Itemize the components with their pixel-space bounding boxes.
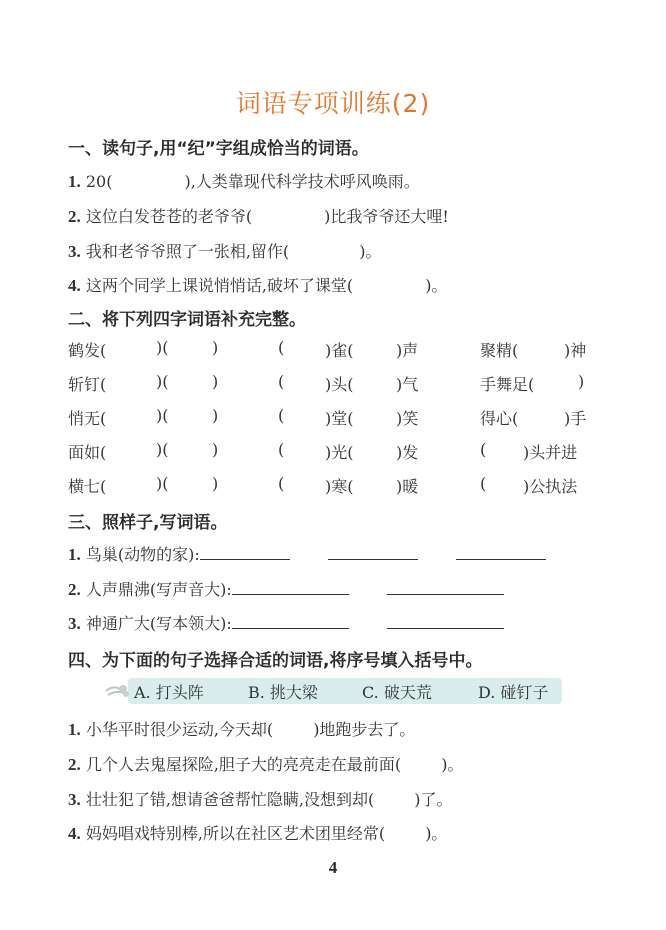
item-text: 鸟巢(动物的家): bbox=[85, 545, 200, 564]
idiom-part: 鹤发( bbox=[68, 341, 107, 360]
idiom-part: ( bbox=[480, 440, 487, 459]
item-number: 1. bbox=[68, 720, 81, 739]
answer-line[interactable] bbox=[232, 614, 349, 629]
idiom-part: )( bbox=[156, 338, 169, 357]
answer-line[interactable] bbox=[387, 614, 504, 629]
item-number: 2. bbox=[68, 755, 81, 774]
idiom-row-5 bbox=[68, 474, 598, 498]
answer-line[interactable] bbox=[232, 580, 349, 595]
item-number: 3. bbox=[68, 242, 81, 261]
s1-item-2 bbox=[68, 204, 449, 227]
idiom-part: 手舞足( bbox=[480, 375, 535, 394]
item-text-before: 小华平时很少运动,今天却( bbox=[85, 720, 274, 739]
idiom-part: )声 bbox=[396, 341, 419, 360]
item-text-after: ),人类靠现代科学技术呼风唤雨。 bbox=[184, 172, 420, 191]
item-text: 人声鼎沸(写声音大): bbox=[85, 580, 232, 599]
item-text-after: )地跑步去了。 bbox=[313, 720, 416, 739]
item-text-before: 几个人去鬼屋探险,胆子大的亮亮走在最前面( bbox=[85, 755, 402, 774]
s3-item-1 bbox=[68, 542, 546, 565]
section1-heading: 一、读句子,用“纪”字组成恰当的词语。 bbox=[68, 139, 369, 159]
page-title: 词语专项训练(2) bbox=[235, 89, 431, 118]
item-text-after: )。 bbox=[425, 276, 448, 295]
item-number: 2. bbox=[68, 207, 81, 226]
choice-c: C. 破天荒 bbox=[362, 683, 432, 702]
idiom-part: ) bbox=[212, 338, 219, 357]
page-number: 4 bbox=[328, 858, 338, 877]
idiom-part: )发 bbox=[396, 443, 419, 462]
item-number: 4. bbox=[68, 276, 81, 295]
idiom-part: ) bbox=[212, 406, 219, 425]
s4-item-1 bbox=[68, 717, 415, 740]
idiom-part: )气 bbox=[396, 375, 419, 394]
choice-b: B. 挑大梁 bbox=[248, 683, 318, 702]
item-text-before: 这两个同学上课说悄悄话,破坏了课堂( bbox=[85, 276, 354, 295]
idiom-part: 横七( bbox=[68, 477, 107, 496]
idiom-part: ( bbox=[278, 372, 285, 391]
item-number: 2. bbox=[68, 580, 81, 599]
item-number: 1. bbox=[68, 545, 81, 564]
idiom-part: ) bbox=[212, 372, 219, 391]
idiom-part: ) bbox=[212, 474, 219, 493]
wind-swirl-icon bbox=[104, 682, 130, 700]
idiom-part: )( bbox=[156, 474, 169, 493]
item-text-after: )。 bbox=[441, 755, 464, 774]
item-text-after: )比我爷爷还大哩! bbox=[324, 207, 449, 226]
idiom-part: )寒( bbox=[325, 477, 354, 496]
idiom-part: ( bbox=[278, 440, 285, 459]
choice-a: A. 打头阵 bbox=[134, 683, 204, 702]
section4-heading: 四、为下面的句子选择合适的词语,将序号填入括号中。 bbox=[68, 651, 483, 671]
idiom-row-4 bbox=[68, 440, 598, 464]
s1-item-1 bbox=[68, 169, 420, 192]
item-text-before: 这位白发苍苍的老爷爷( bbox=[85, 207, 253, 226]
idiom-part: )手 bbox=[564, 409, 587, 428]
idiom-part: 面如( bbox=[68, 443, 107, 462]
item-text-after: )。 bbox=[425, 824, 448, 843]
answer-line[interactable] bbox=[387, 580, 504, 595]
idiom-part: ( bbox=[480, 474, 487, 493]
item-number: 3. bbox=[68, 614, 81, 633]
s4-item-3 bbox=[68, 787, 453, 810]
idiom-part: 斩钉( bbox=[68, 375, 107, 394]
idiom-row-1 bbox=[68, 338, 598, 362]
idiom-part: ( bbox=[278, 406, 285, 425]
idiom-part: 得心( bbox=[480, 409, 519, 428]
s3-item-3 bbox=[68, 611, 504, 634]
s3-item-2 bbox=[68, 577, 504, 600]
item-number: 3. bbox=[68, 790, 81, 809]
answer-line[interactable] bbox=[200, 545, 290, 560]
answer-line[interactable] bbox=[328, 545, 418, 560]
item-text-before: 妈妈唱戏特别棒,所以在社区艺术团里经常( bbox=[85, 824, 386, 843]
s4-item-2 bbox=[68, 752, 463, 775]
idiom-part: )公执法 bbox=[523, 477, 578, 496]
s1-item-3 bbox=[68, 239, 381, 262]
idiom-part: )雀( bbox=[325, 341, 354, 360]
idiom-part: 悄无( bbox=[68, 409, 107, 428]
idiom-part: )暖 bbox=[396, 477, 419, 496]
item-number: 1. bbox=[68, 172, 81, 191]
idiom-part: 聚精( bbox=[480, 341, 519, 360]
idiom-part: )光( bbox=[325, 443, 354, 462]
item-text-before: 壮壮犯了错,想请爸爸帮忙隐瞒,没想到却( bbox=[85, 790, 375, 809]
idiom-part: )堂( bbox=[325, 409, 354, 428]
idiom-row-2 bbox=[68, 372, 598, 396]
idiom-part: )( bbox=[156, 406, 169, 425]
idiom-part: ( bbox=[278, 474, 285, 493]
idiom-part: ) bbox=[212, 440, 219, 459]
item-text-after: )了。 bbox=[414, 790, 453, 809]
section2-heading: 二、将下列四字词语补充完整。 bbox=[68, 310, 306, 330]
item-text-before: 20( bbox=[85, 172, 113, 191]
item-text-before: 我和老爷爷照了一张相,留作( bbox=[85, 242, 290, 261]
idiom-part: )( bbox=[156, 372, 169, 391]
idiom-row-3 bbox=[68, 406, 598, 430]
item-text-after: )。 bbox=[359, 242, 382, 261]
choice-d: D. 碰钉子 bbox=[478, 683, 549, 702]
section3-heading: 三、照样子,写词语。 bbox=[68, 513, 228, 533]
item-number: 4. bbox=[68, 824, 81, 843]
idiom-part: ) bbox=[578, 372, 585, 391]
s4-item-4 bbox=[68, 821, 447, 844]
idiom-part: )头( bbox=[325, 375, 354, 394]
idiom-part: )头并进 bbox=[523, 443, 578, 462]
item-text: 神通广大(写本领大): bbox=[85, 614, 232, 633]
s1-item-4 bbox=[68, 273, 447, 296]
idiom-part: )( bbox=[156, 440, 169, 459]
idiom-part: )笑 bbox=[396, 409, 419, 428]
answer-line[interactable] bbox=[456, 545, 546, 560]
idiom-part: ( bbox=[278, 338, 285, 357]
idiom-part: )神 bbox=[564, 341, 587, 360]
